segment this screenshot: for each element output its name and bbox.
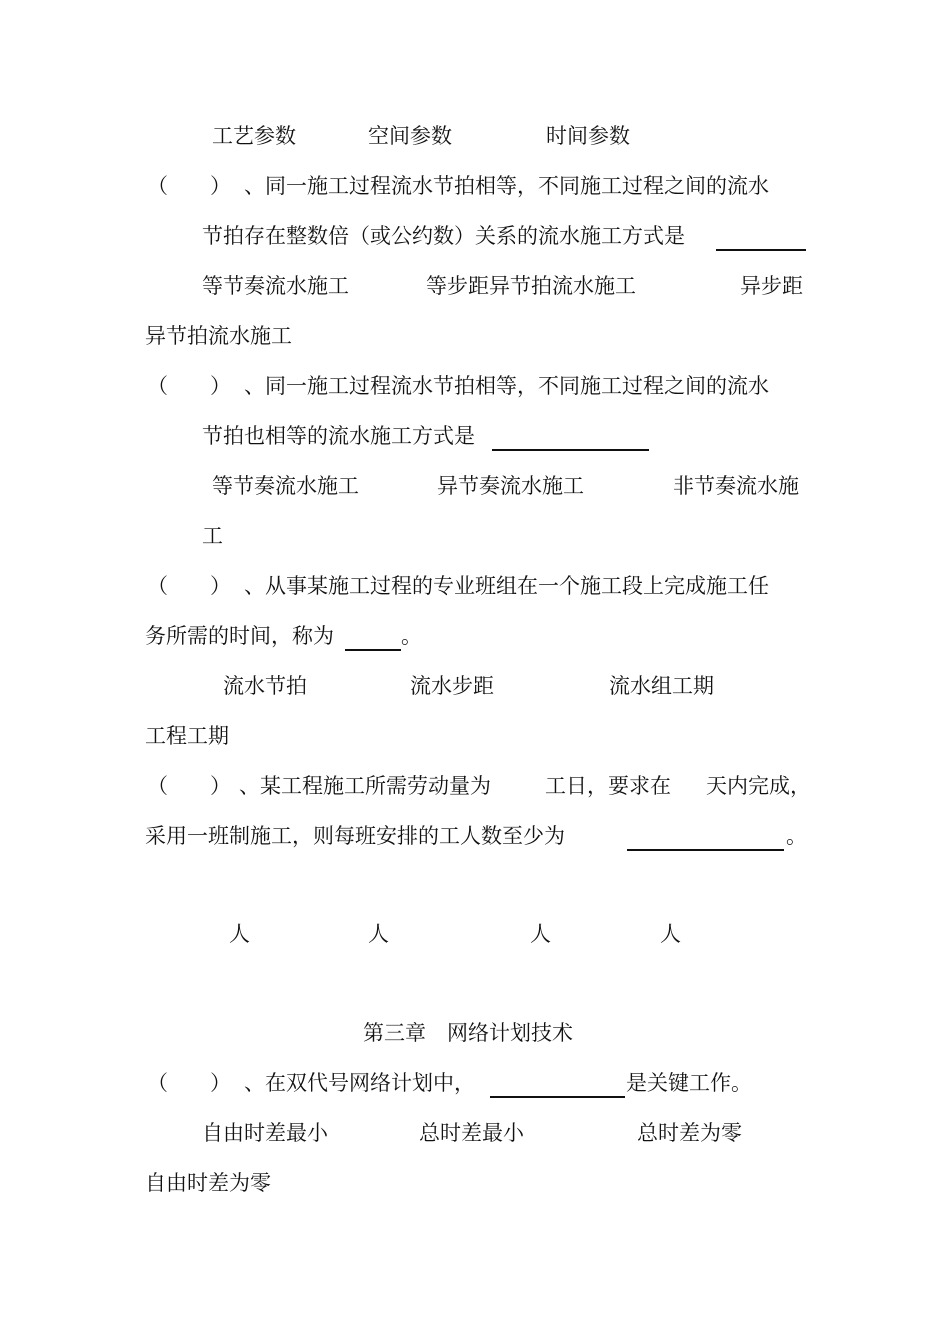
answer-paren: （ ） (147, 574, 231, 598)
chapter-title: 第三章 网络计划技术 (363, 1021, 573, 1045)
question-text: 是关键工作。 (626, 1071, 752, 1095)
option-b: 异节奏流水施工 (437, 474, 584, 498)
answer-blank (492, 449, 649, 451)
option-a: 等节奏流水施工 (202, 274, 349, 298)
question-text: 天内完成， (706, 774, 811, 798)
option-d: 工程工期 (145, 724, 229, 748)
option-b: 总时差最小 (419, 1121, 524, 1145)
question-text: 节拍也相等的流水施工方式是 (202, 424, 475, 448)
question-text: 、同一施工过程流水节拍相等，不同施工过程之间的流水 (244, 174, 769, 198)
option-c: 异步距 (740, 274, 803, 298)
option-b: 流水步距 (410, 674, 494, 698)
answer-paren: （ ） (147, 774, 231, 798)
answer-blank (716, 249, 806, 251)
option-c-continued: 工 (202, 524, 223, 548)
option-d: 人 (660, 922, 681, 946)
option-c: 时间参数 (546, 124, 630, 148)
period: 。 (786, 824, 807, 848)
answer-blank (627, 849, 784, 851)
answer-paren: （ ） (147, 174, 231, 198)
option-c: 总时差为零 (637, 1121, 742, 1145)
answer-blank (490, 1096, 625, 1098)
option-c-continued: 异节拍流水施工 (145, 324, 292, 348)
option-a: 等节奏流水施工 (212, 474, 359, 498)
period: 。 (401, 624, 422, 648)
option-a: 人 (229, 922, 250, 946)
question-text: 、从事某施工过程的专业班组在一个施工段上完成施工任 (244, 574, 769, 598)
option-a: 自由时差最小 (202, 1121, 328, 1145)
question-text: 、某工程施工所需劳动量为 (239, 774, 491, 798)
option-b: 人 (368, 922, 389, 946)
question-text: 、在双代号网络计划中， (244, 1071, 475, 1095)
question-text: 采用一班制施工，则每班安排的工人数至少为 (145, 824, 565, 848)
option-a: 工艺参数 (212, 124, 296, 148)
answer-blank (345, 649, 401, 651)
option-a: 流水节拍 (223, 674, 307, 698)
option-c: 流水组工期 (609, 674, 714, 698)
option-d: 自由时差为零 (145, 1171, 271, 1195)
option-b: 等步距异节拍流水施工 (426, 274, 636, 298)
question-text: 节拍存在整数倍（或公约数）关系的流水施工方式是 (202, 224, 685, 248)
answer-paren: （ ） (147, 374, 231, 398)
question-text: 工日，要求在 (545, 774, 671, 798)
option-c: 人 (530, 922, 551, 946)
question-text: 务所需的时间，称为 (145, 624, 334, 648)
option-b: 空间参数 (368, 124, 452, 148)
question-text: 、同一施工过程流水节拍相等，不同施工过程之间的流水 (244, 374, 769, 398)
answer-paren: （ ） (147, 1071, 231, 1095)
option-c: 非节奏流水施 (673, 474, 799, 498)
